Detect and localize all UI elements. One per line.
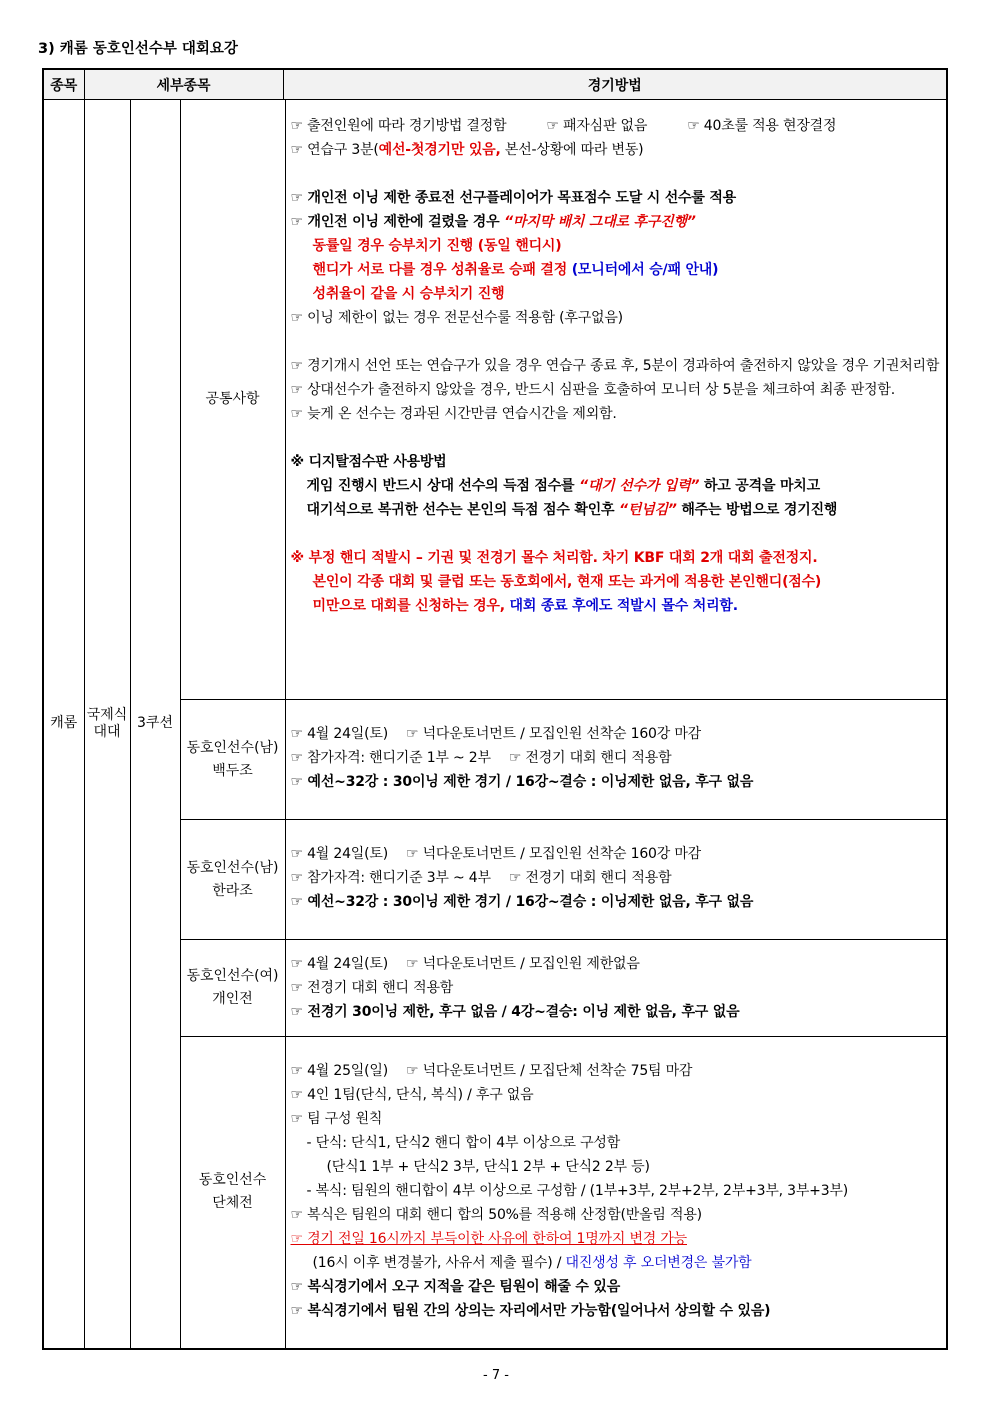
baekdu-label	[180, 700, 285, 820]
event-type	[84, 100, 130, 1349]
common-l14c: 해주는 방법으로 경기진행	[676, 502, 838, 518]
team-line-3: ☞ 팀 구성 원칙	[290, 1111, 383, 1127]
common-l14b: “턴넘김”	[619, 502, 677, 518]
common-line-4	[291, 210, 944, 234]
halla-label	[180, 820, 285, 940]
baekdu-l1a: ☞ 4월 24일(토)	[290, 726, 388, 742]
halla-content	[285, 820, 947, 940]
common-l1a: ☞ 출전인원에 따라 경기방법 결정함	[290, 118, 507, 134]
table-header-row	[43, 69, 947, 100]
team-label-2: 단체전	[212, 1195, 253, 1212]
common-line-16: 본인이 각종 대회 및 클럽 또는 동호회에서, 현재 또는 과거에 적용한 본인핸디(점수)	[312, 574, 822, 590]
halla-line-1	[291, 842, 944, 866]
common-line-1	[291, 114, 944, 138]
team-line-7: ☞ 복식은 팀원의 대회 핸디 합의 50%를 적용해 산정함(반올림 적용)	[290, 1207, 702, 1223]
baekdu-l2a: ☞ 참가자격: 핸디기준 1부 ~ 2부	[290, 750, 491, 766]
common-l2c: 본선-상황에 따라 변동)	[500, 142, 644, 158]
team-line-4: - 단식: 단식1, 단식2 핸디 합이 4부 이상으로 구성함	[306, 1135, 621, 1151]
common-line-10: ☞ 상대선수가 출전하지 않았을 경우, 반드시 심판을 호출하여 모니터 상 5분을 체크하여 최종 판정함.	[290, 382, 895, 398]
halla-line-2	[291, 866, 944, 890]
women-label-1: 동호인선수(여)	[186, 968, 279, 984]
team-line-8: ☞ 경기 전일 16시까지 부득이한 사유에 한하여 1명까지 변경 가능	[290, 1231, 687, 1247]
common-l13c: 하고 공격을 마치고	[699, 478, 820, 494]
women-l1b: ☞ 넉다운토너먼트 / 모집인원 제한없음	[405, 956, 640, 972]
common-l1b: ☞ 패자심판 없음	[546, 118, 648, 134]
common-line-12: ※ 디지탈점수판 사용방법	[290, 454, 447, 470]
common-line-2	[291, 138, 944, 162]
baekdu-line-1	[291, 722, 944, 746]
common-l6b: (모니터에서 승/패 안내)	[571, 262, 719, 278]
team-line-11: ☞ 복식경기에서 팀원 간의 상의는 자리에서만 가능함(일어나서 상의할 수 있음)	[290, 1303, 771, 1319]
team-line-9	[291, 1251, 944, 1275]
common-l13a: 게임 진행시 반드시 상대 선수의 득점 점수를	[306, 478, 580, 494]
header-method: 경기방법	[587, 77, 642, 94]
common-line-15: ※ 부정 핸디 적발시 – 기권 및 전경기 몰수 처리함. 차기 KBF 대회 2개 대회 출전정지.	[290, 550, 818, 566]
event-cushion: 3쿠션	[130, 100, 180, 1349]
women-label	[180, 940, 285, 1037]
women-line-3: ☞ 전경기 30이닝 제한, 후구 없음 / 4강~결승: 이닝 제한 없음, 후구 없음	[290, 1004, 740, 1020]
table-row	[43, 100, 947, 700]
common-line-11: ☞ 늦게 온 선수는 경과된 시간만큼 연습시간을 제외함.	[290, 406, 617, 422]
common-line-17	[291, 594, 944, 618]
header-event: 종목	[43, 69, 84, 100]
common-l4b: “마지막 배치 그대로 후구진행”	[504, 214, 696, 230]
event-type-line1: 국제식	[86, 706, 128, 723]
event-type-line2: 대대	[93, 723, 121, 740]
team-line-5: (단식1 1부 + 단식2 3부, 단식1 2부 + 단식2 2부 등)	[326, 1159, 650, 1175]
event-name: 캐롬	[43, 100, 84, 1349]
team-content	[285, 1037, 947, 1349]
halla-l2a: ☞ 참가자격: 핸디기준 3부 ~ 4부	[290, 870, 491, 886]
team-label	[180, 1037, 285, 1349]
common-l4a: ☞ 개인전 이닝 제한에 걸렸을 경우	[290, 214, 505, 230]
team-l1a: ☞ 4월 25일(일)	[290, 1063, 388, 1079]
halla-l1a: ☞ 4월 24일(토)	[290, 846, 388, 862]
header-detail-wrap	[84, 69, 947, 100]
team-line-2: ☞ 4인 1팀(단식, 단식, 복식) / 후구 없음	[290, 1087, 534, 1103]
halla-l1b: ☞ 넉다운토너먼트 / 모집인원 선착순 160강 마감	[405, 846, 701, 862]
team-line-1	[291, 1059, 944, 1083]
common-line-7: 성취율이 같을 시 승부치기 진행	[312, 286, 505, 302]
team-label-1: 동호인선수	[198, 1172, 267, 1189]
women-l1a: ☞ 4월 24일(토)	[290, 956, 388, 972]
section-title: 3) 캐롬 동호인선수부 대회요강	[38, 41, 238, 57]
team-line-10: ☞ 복식경기에서 오구 지적을 같은 팀원이 해줄 수 있음	[290, 1279, 621, 1295]
baekdu-label-1: 동호인선수(남)	[186, 739, 279, 756]
common-l1c: ☞ 40초룰 적용 현장결정	[687, 118, 837, 134]
team-l1b: ☞ 넉다운토너먼트 / 모집단체 선착순 75팀 마감	[405, 1063, 693, 1079]
common-l13b: “대기 선수가 입력”	[579, 478, 700, 494]
baekdu-line-2	[291, 746, 944, 770]
common-line-5: 동률일 경우 승부치기 진행 (동일 핸디시)	[312, 238, 562, 254]
women-content	[285, 940, 947, 1037]
halla-l2b: ☞ 전경기 대회 핸디 적용함	[508, 870, 672, 886]
common-line-6	[291, 258, 944, 282]
common-line-14	[291, 498, 944, 522]
common-line-8: ☞ 이닝 제한이 없는 경우 전문선수룰 적용함 (후구없음)	[290, 310, 623, 326]
common-line-9: ☞ 경기개시 선언 또는 연습구가 있을 경우 연습구 종료 후, 5분이 경과하여 출전하지 않았을 경우 기권처리함	[290, 358, 940, 374]
halla-label-2: 한라조	[212, 882, 253, 899]
common-l17b: 대회 종료 후에도 적발시 몰수 처리함.	[509, 598, 738, 614]
common-l14a: 대기석으로 복귀한 선수는 본인의 득점 점수 확인후	[306, 502, 620, 518]
team-line-6: - 복식: 팀원의 핸디합이 4부 이상으로 구성함 / (1부+3부, 2부+2부, 2부+3부, 3부+3부)	[306, 1183, 848, 1199]
page-number: - 7 -	[483, 1368, 509, 1383]
common-l2a: ☞ 연습구 3분(	[290, 142, 379, 158]
header-detail: 세부종목	[85, 70, 284, 99]
women-label-2: 개인전	[212, 991, 253, 1007]
baekdu-content	[285, 700, 947, 820]
baekdu-l2b: ☞ 전경기 대회 핸디 적용함	[508, 750, 672, 766]
rules-table	[42, 68, 948, 1350]
common-line-3: ☞ 개인전 이닝 제한 종료전 선구플레이어가 목표점수 도달 시 선수룰 적용	[290, 190, 736, 206]
team-l9a: (16시 이후 변경불가, 사유서 제출 필수) /	[312, 1255, 566, 1271]
common-l17a: 미만으로 대회를 신청하는 경우,	[312, 598, 510, 614]
common-content	[285, 100, 947, 700]
baekdu-l1b: ☞ 넉다운토너먼트 / 모집인원 선착순 160강 마감	[405, 726, 701, 742]
team-l9b: 대진생성 후 오더변경은 불가함	[565, 1255, 752, 1271]
women-line-2: ☞ 전경기 대회 핸디 적용함	[290, 980, 454, 996]
baekdu-line-3: ☞ 예선~32강 : 30이닝 제한 경기 / 16강~결승 : 이닝제한 없음, 후구 없음	[290, 774, 754, 790]
common-label: 공통사항	[180, 100, 285, 700]
baekdu-label-2: 백두조	[212, 762, 253, 779]
common-line-13	[291, 474, 944, 498]
halla-line-3: ☞ 예선~32강 : 30이닝 제한 경기 / 16강~결승 : 이닝제한 없음, 후구 없음	[290, 894, 754, 910]
common-l2b: 예선-첫경기만 있음,	[378, 142, 501, 158]
women-line-1	[291, 952, 944, 976]
common-l6a: 핸디가 서로 다를 경우 성취율로 승패 결정	[312, 262, 572, 278]
halla-label-1: 동호인선수(남)	[186, 859, 279, 876]
